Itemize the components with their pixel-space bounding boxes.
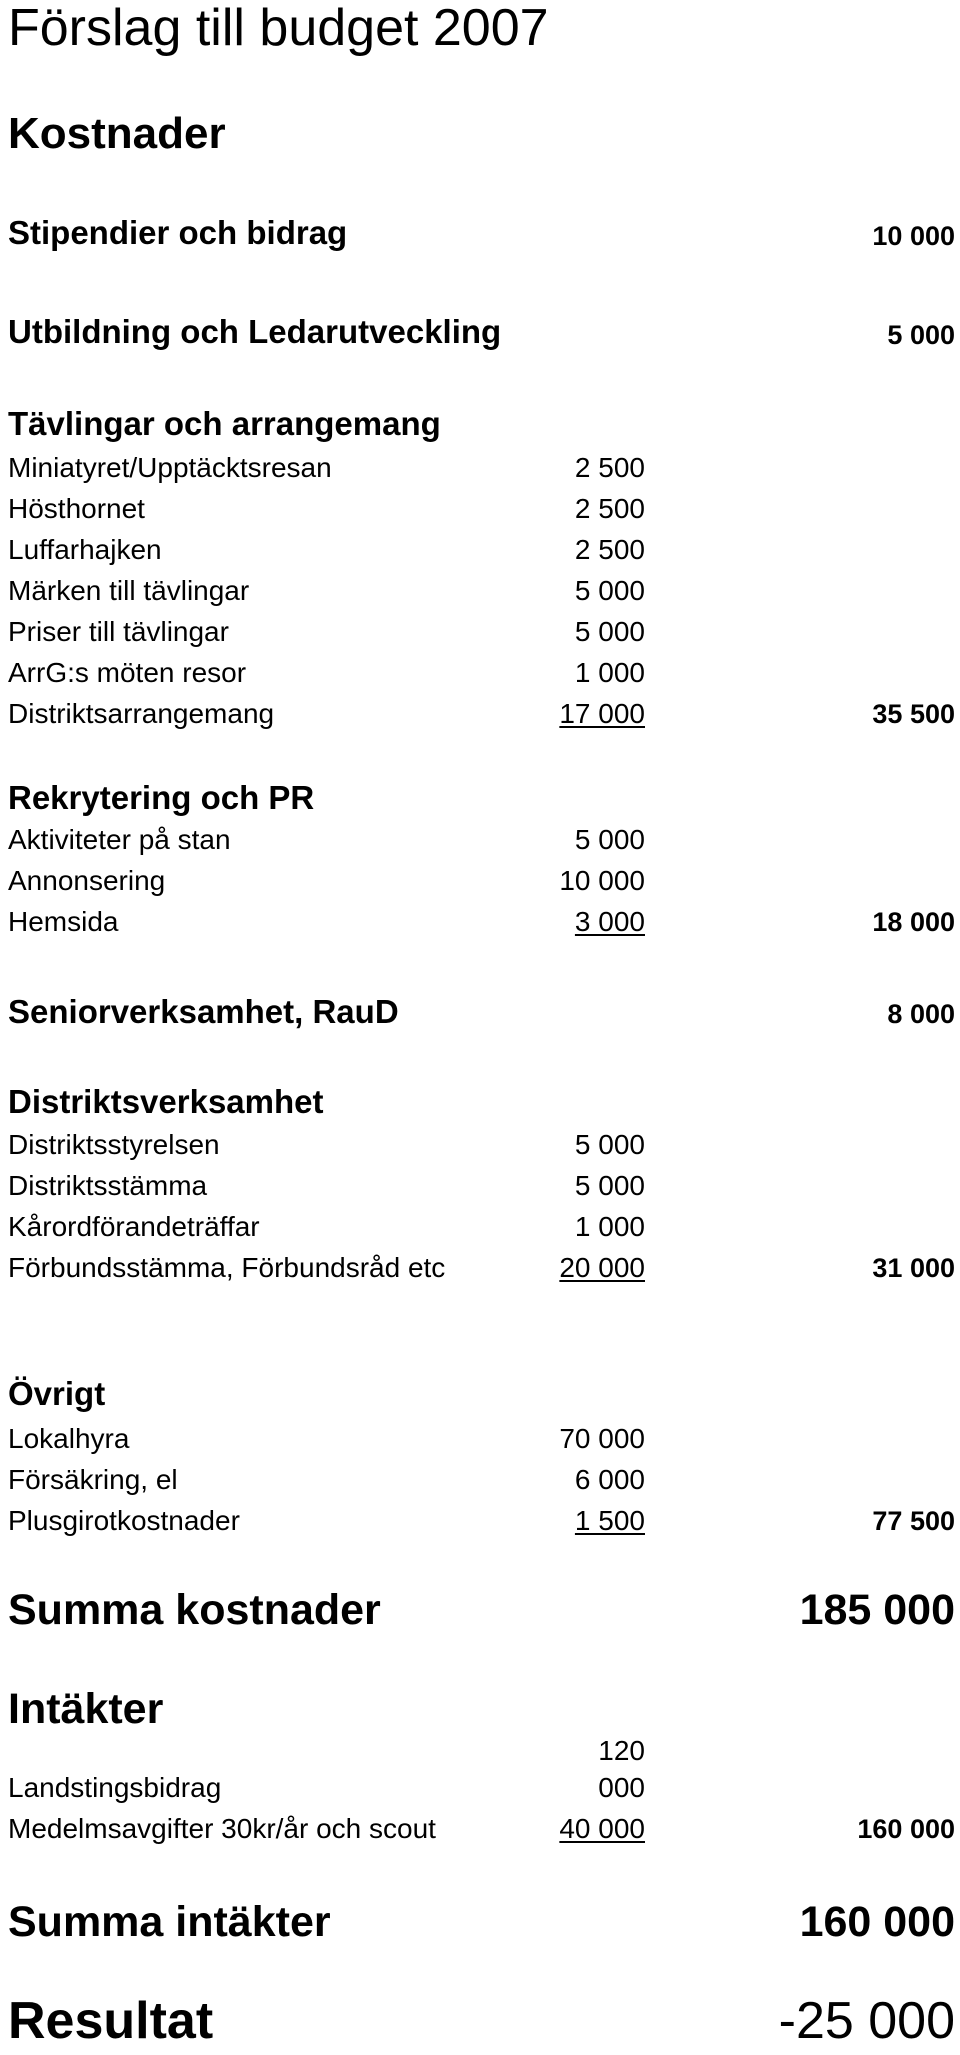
senior-label: Seniorverksamhet, RauD bbox=[8, 993, 399, 1030]
list-item-amount: 5 000 bbox=[574, 616, 645, 647]
utbildning-label: Utbildning och Ledarutveckling bbox=[8, 313, 502, 350]
list-item-amount: 2 500 bbox=[574, 493, 645, 524]
landstingsbidrag-amount-line1: 120 bbox=[598, 1735, 645, 1766]
utbildning-total: 5 000 bbox=[887, 320, 955, 350]
list-item-label: Försäkring, el bbox=[8, 1464, 178, 1495]
list-item-label: Miniatyret/Upptäcktsresan bbox=[8, 452, 332, 483]
stipendier-total: 10 000 bbox=[872, 221, 955, 251]
landstingsbidrag-label: Landstingsbidrag bbox=[8, 1772, 222, 1803]
costs-heading: Kostnader bbox=[8, 109, 226, 158]
resultat-value: -25 000 bbox=[778, 1992, 955, 2050]
ovrigt-total: 77 500 bbox=[872, 1506, 955, 1536]
list-item-label: Distriktsstyrelsen bbox=[8, 1129, 220, 1160]
summa-kostnader-value: 185 000 bbox=[799, 1586, 955, 1634]
list-item-amount: 5 000 bbox=[574, 575, 645, 606]
intakter-heading: Intäkter bbox=[8, 1685, 164, 1733]
list-item-amount: 2 500 bbox=[574, 452, 645, 483]
list-item-amount: 17 000 bbox=[559, 698, 645, 729]
list-item-amount: 1 000 bbox=[574, 1211, 645, 1242]
list-item-label: Hemsida bbox=[8, 906, 119, 937]
list-item-label: Kårordförandeträffar bbox=[8, 1211, 260, 1242]
list-item-amount: 6 000 bbox=[574, 1464, 645, 1495]
tavlingar-total: 35 500 bbox=[872, 699, 955, 729]
list-item-amount: 3 000 bbox=[574, 906, 645, 937]
list-item-label: Luffarhajken bbox=[8, 534, 162, 565]
list-item-label: Annonsering bbox=[8, 865, 166, 896]
list-item-label: Aktiviteter på stan bbox=[8, 824, 231, 855]
stipendier-label: Stipendier och bidrag bbox=[8, 214, 348, 251]
list-item-amount: 20 000 bbox=[559, 1252, 645, 1283]
intakter-total: 160 000 bbox=[857, 1814, 955, 1844]
distrikt-heading: Distriktsverksamhet bbox=[8, 1083, 324, 1120]
summa-kostnader-label: Summa kostnader bbox=[8, 1586, 381, 1634]
ovrigt-heading: Övrigt bbox=[8, 1375, 106, 1412]
summa-intakter-value: 160 000 bbox=[799, 1898, 955, 1946]
list-item-label: Hösthornet bbox=[8, 493, 145, 524]
list-item-label: Plusgirotkostnader bbox=[8, 1505, 240, 1536]
list-item-label: Förbundsstämma, Förbundsråd etc bbox=[8, 1252, 446, 1283]
medlemsavgifter-amount: 40 000 bbox=[559, 1813, 645, 1844]
list-item-label: Distriktsarrangemang bbox=[8, 698, 275, 729]
list-item-label: Priser till tävlingar bbox=[8, 616, 229, 647]
list-item-label: Märken till tävlingar bbox=[8, 575, 250, 606]
rekrytering-heading: Rekrytering och PR bbox=[8, 779, 315, 816]
distrikt-total: 31 000 bbox=[872, 1253, 955, 1283]
landstingsbidrag-amount-line2: 000 bbox=[598, 1772, 645, 1803]
list-item-amount: 2 500 bbox=[574, 534, 645, 565]
list-item-amount: 5 000 bbox=[574, 1129, 645, 1160]
list-item-label: ArrG:s möten resor bbox=[8, 657, 247, 688]
tavlingar-heading: Tävlingar och arrangemang bbox=[8, 405, 441, 442]
list-item-amount: 5 000 bbox=[574, 1170, 645, 1201]
list-item-label: Distriktsstämma bbox=[8, 1170, 208, 1201]
page-title: Förslag till budget 2007 bbox=[8, 0, 549, 57]
senior-total: 8 000 bbox=[887, 999, 955, 1029]
list-item-amount: 1 500 bbox=[574, 1505, 645, 1536]
list-item-label: Lokalhyra bbox=[8, 1423, 130, 1454]
medlemsavgifter-label: Medelmsavgifter 30kr/år och scout bbox=[8, 1813, 436, 1844]
resultat-label: Resultat bbox=[8, 1992, 214, 2050]
list-item-amount: 10 000 bbox=[559, 865, 645, 896]
rekrytering-total: 18 000 bbox=[872, 907, 955, 937]
list-item-amount: 70 000 bbox=[559, 1423, 645, 1454]
list-item-amount: 5 000 bbox=[574, 824, 645, 855]
summa-intakter-label: Summa intäkter bbox=[8, 1898, 331, 1946]
list-item-amount: 1 000 bbox=[574, 657, 645, 688]
